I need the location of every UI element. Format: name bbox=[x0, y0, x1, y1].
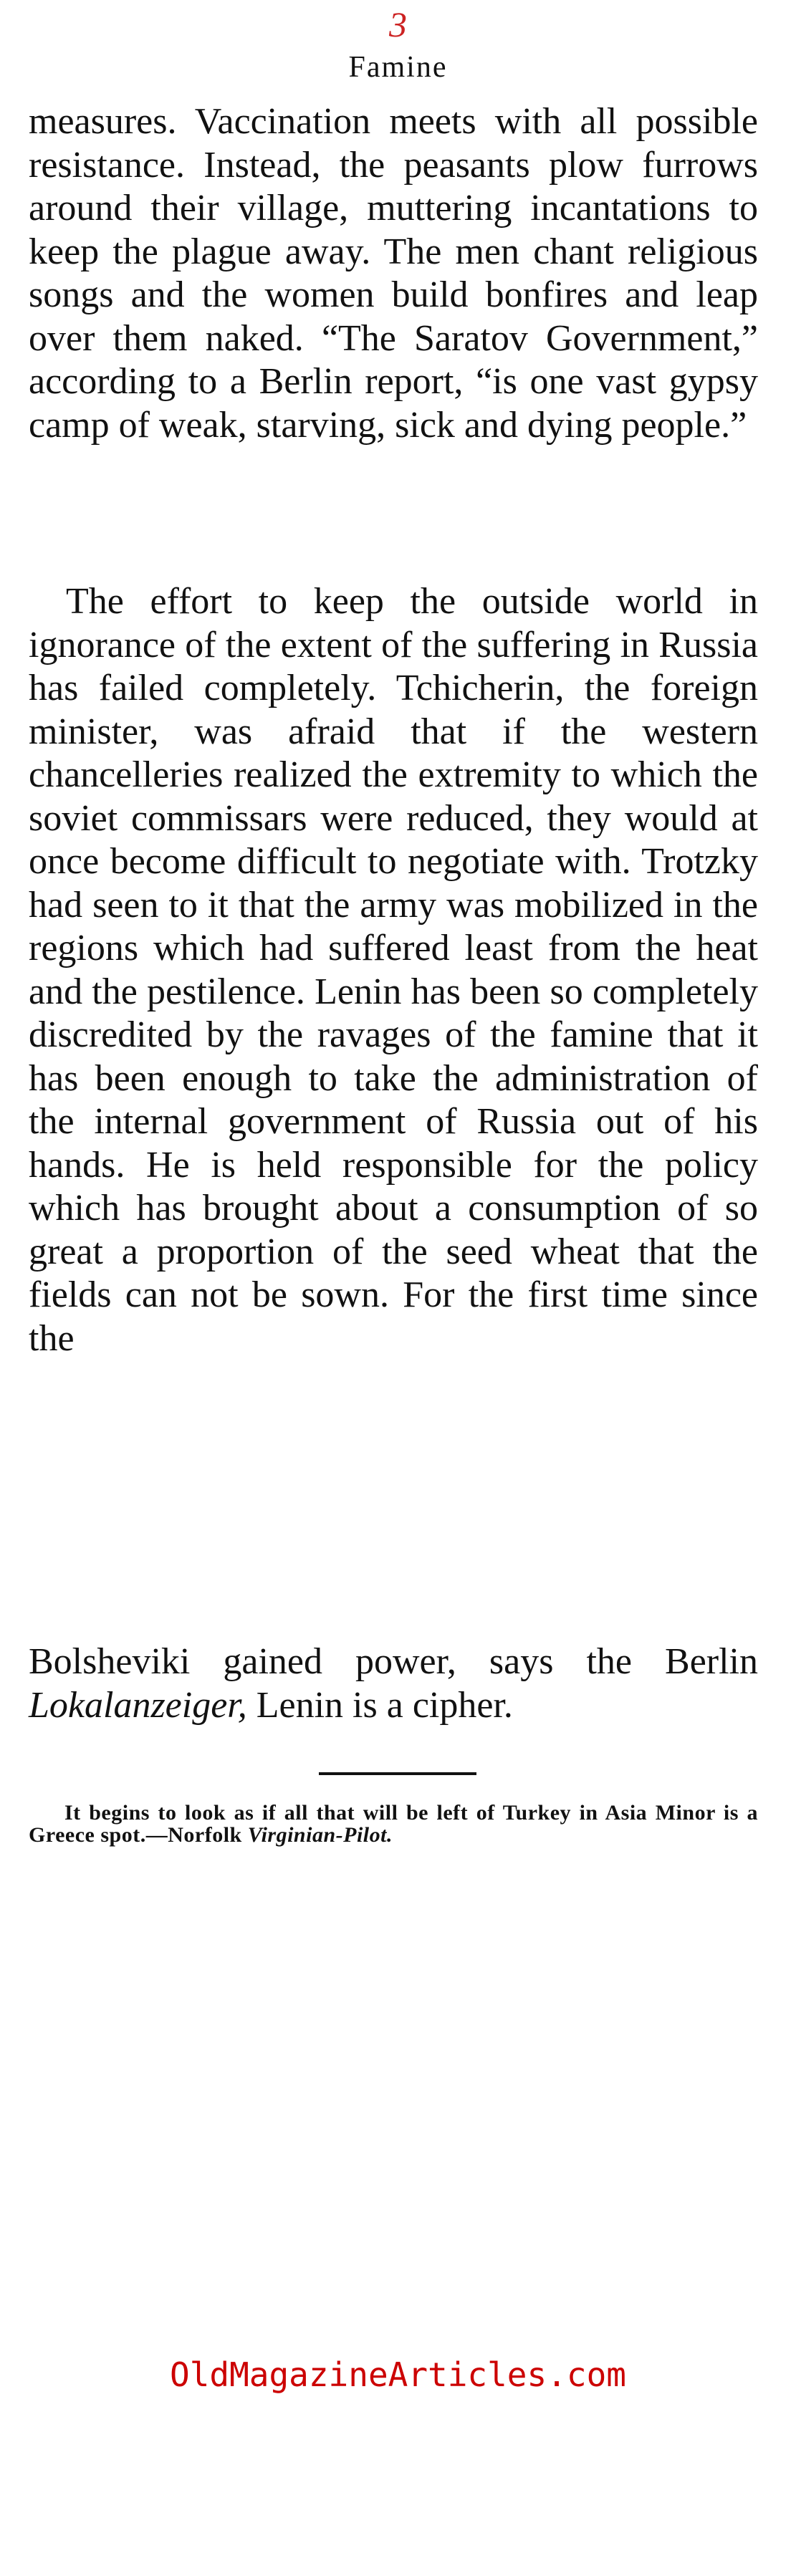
section-divider bbox=[319, 1772, 476, 1775]
filler-quip bbox=[29, 1802, 758, 1846]
paragraph-3-text-start: Bolsheviki gained power, says the Berlin bbox=[29, 1641, 758, 1682]
page-number: 3 bbox=[389, 4, 407, 44]
site-watermark: OldMagazineArticles.com bbox=[170, 2355, 626, 2394]
section-title: Famine bbox=[348, 51, 448, 84]
article-paragraph-3 bbox=[29, 1640, 758, 1727]
filler-quip-source: Virginian-Pilot. bbox=[247, 1823, 393, 1847]
newspaper-name: Lokalanzeiger, bbox=[29, 1684, 247, 1726]
paragraph-3-text-end: Lenin is a cipher. bbox=[246, 1684, 513, 1726]
article-paragraph-2: The effort to keep the outside world in ignorance of the extent of the suffering in Russia has failed completely. Tchicherin, the foreign minister, was afraid that if the western chancelleries realized the extremity to which the soviet commissars were reduced, they would at once become difficult to negotiate with. Trotzky had seen to it that the army was mobilized in the regions which had suffered least from the heat and the pestilence. Lenin has been so completely discredited by the ravages of the famine that it has been enough to take the administration of the internal government of Russia out of his hands. He is held responsible for the policy which has brought about a consumption of so great a proportion of the seed wheat that the fields can not be sown. For the first time since the bbox=[29, 581, 758, 1359]
filler-quip-text: It begins to look as if all that will be left of Turkey in Asia Minor is a Greece spot.—Norfolk bbox=[29, 1801, 758, 1847]
article-paragraph-1: measures. Vaccination meets with all possible resistance. Instead, the peasants plow furrows around their village, muttering incantations to keep the plague away. The men chant religious songs and the women build bonfires and leap over them naked. “The Saratov Government,” according to a Berlin report, “is one vast gypsy camp of weak, starving, sick and dying people.” bbox=[29, 101, 758, 446]
